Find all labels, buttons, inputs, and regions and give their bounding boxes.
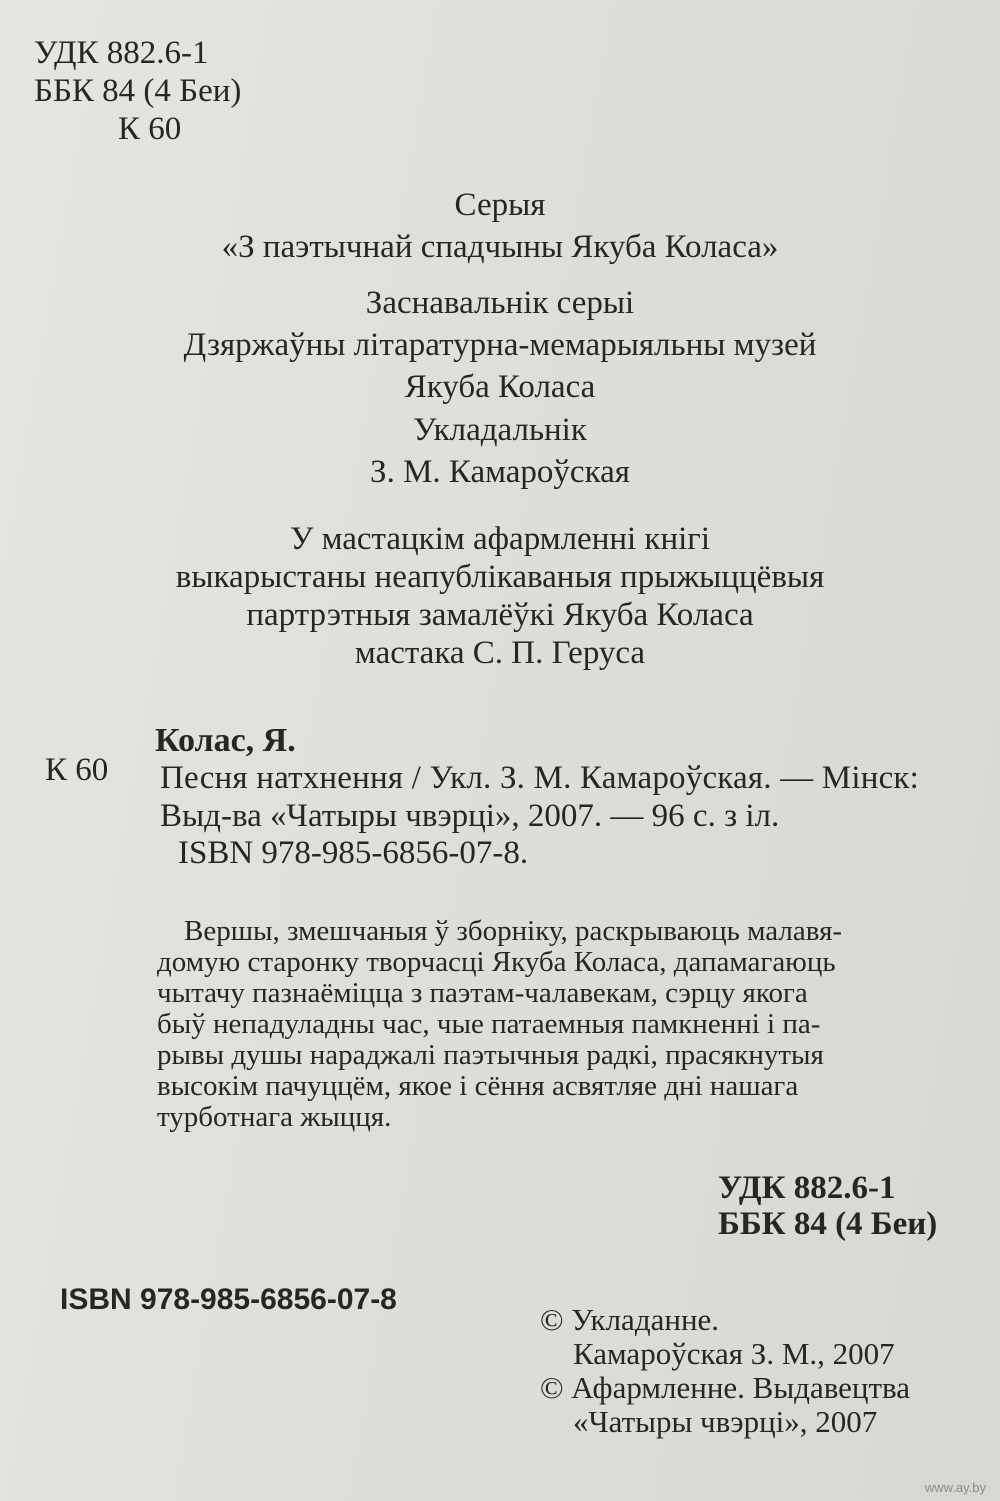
- annotation-paragraph: [157, 916, 969, 1133]
- bibliographic-author: Колас, Я.: [155, 722, 296, 759]
- site-watermark: www.ay.by: [924, 1480, 986, 1495]
- design-note-line-3: партрэтныя замалёўкі Якуба Коласа: [246, 597, 754, 633]
- compiler-block: [0, 409, 1000, 493]
- top-classification-codes: [34, 34, 241, 148]
- annotation-line: турботнага жыцця.: [157, 1101, 392, 1133]
- copyright-block: [540, 1303, 910, 1439]
- series-block: [0, 184, 1000, 268]
- design-note-line-4: мастака С. П. Геруса: [354, 635, 646, 671]
- annotation-line: домую старонку творчасці Якуба Коласа, дапамагаюць: [157, 946, 836, 978]
- founder-label: Заснавальнік серыі: [365, 285, 635, 321]
- annotation-line: чытачу пазнаёміцца з паэтам-чалавекам, сэрцу якога: [157, 977, 808, 1009]
- founder-line-2: Якуба Коласа: [404, 369, 596, 405]
- copyright-line-3: © Афармленне. Выдавецтва: [540, 1370, 911, 1405]
- udk-code-bottom: УДК 882.6-1: [718, 1170, 896, 1206]
- copyright-line-1: © Укладанне.: [540, 1302, 720, 1337]
- bibliographic-author-mark: К 60: [45, 752, 109, 788]
- annotation-line: высокім пачуццём, якое і сёння асвятляе дні нашага: [157, 1070, 799, 1102]
- bibliographic-title-line: Песня натхнення / Укл. З. М. Камароўская. — Мінск:: [160, 760, 920, 796]
- series-name: «З паэтычнай спадчыны Якуба Коласа»: [221, 229, 779, 265]
- annotation-line: рывы душы нараджалі паэтычныя радкі, прасякнутыя: [157, 1039, 824, 1071]
- isbn-number: ISBN 978-985-6856-07-8: [60, 1283, 397, 1316]
- design-note-line-1: У мастацкім афармленні кнігі: [289, 521, 710, 557]
- series-label: Серыя: [454, 187, 546, 223]
- design-note-block: [0, 520, 1000, 672]
- author-mark: К 60: [118, 111, 182, 147]
- compiler-name: З. М. Камароўская: [370, 454, 630, 490]
- bbk-code: ББК 84 (4 Беи): [34, 73, 242, 109]
- design-note-line-2: выкарыстаны неапублікаваныя прыжыццёвыя: [175, 559, 825, 595]
- copyright-line-4: «Чатыры чвэрці», 2007: [573, 1404, 878, 1439]
- founder-line-1: Дзяржаўны літаратурна-мемарыяльны музей: [183, 327, 817, 363]
- copyright-line-2: Камароўская З. М., 2007: [573, 1336, 895, 1371]
- bottom-classification-codes: [718, 1170, 937, 1242]
- bbk-code-bottom: ББК 84 (4 Беи): [718, 1206, 938, 1242]
- bibliographic-publisher-line: Выд-ва «Чатыры чвэрці», 2007. — 96 с. з іл.: [160, 798, 780, 834]
- annotation-line: быў непадуладны час, чые патаемныя памкненні і па-: [157, 1008, 821, 1040]
- bibliographic-isbn-line: ISBN 978-985-6856-07-8.: [178, 835, 529, 871]
- annotation-line: Вершы, змешчаныя ў зборніку, раскрываюць малавя-: [184, 915, 843, 947]
- compiler-label: Укладальнік: [413, 412, 587, 448]
- founder-block: [0, 282, 1000, 408]
- udk-code: УДК 882.6-1: [34, 35, 209, 71]
